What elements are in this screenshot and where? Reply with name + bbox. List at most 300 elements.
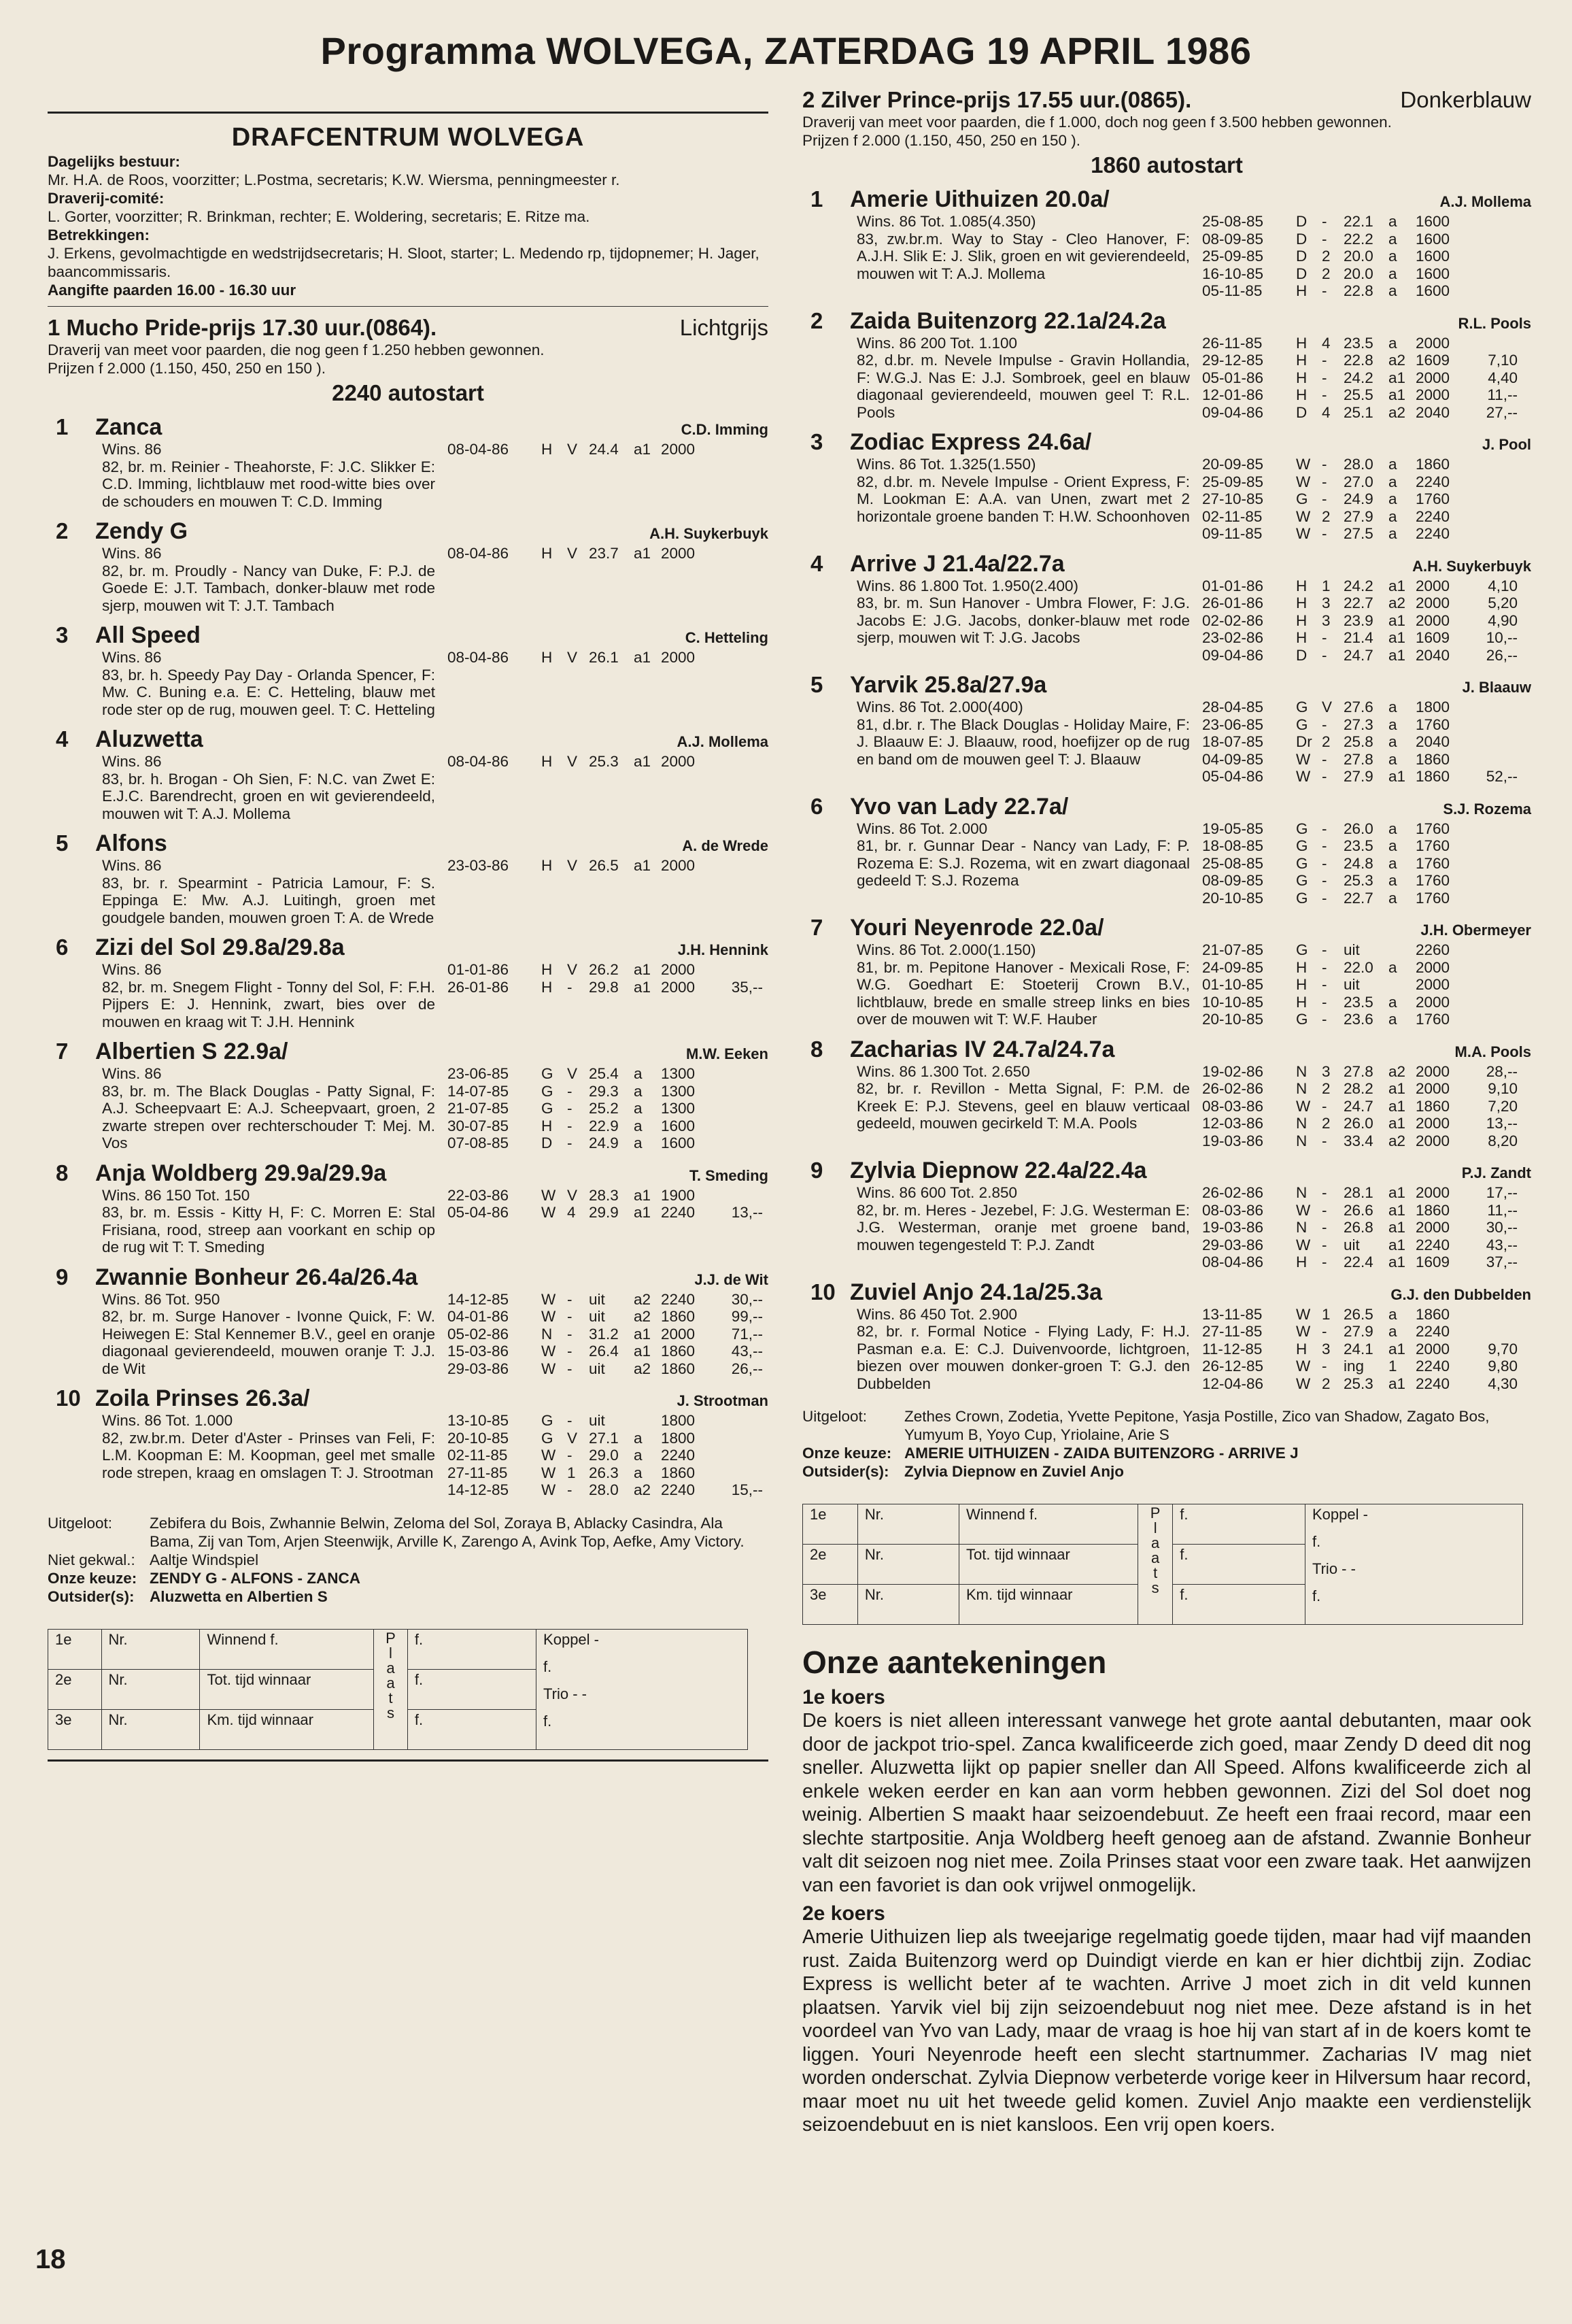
result-cell: 9,70: [1488, 1340, 1518, 1358]
result-cell: 1600: [661, 1134, 696, 1151]
result-cell: -: [567, 1325, 573, 1343]
result-cell: 1: [1322, 577, 1331, 594]
result-cell: [1470, 733, 1518, 751]
result-cell: G: [1296, 698, 1308, 715]
result-row: [1202, 213, 1531, 231]
result-cell: 22.7: [1344, 594, 1373, 611]
result-cell: V: [567, 961, 578, 978]
result-cell: -: [1322, 1219, 1327, 1236]
horse-name: Albertien S 22.9a/: [95, 1039, 288, 1064]
result-cell: G: [1296, 837, 1308, 854]
result-cell: [1470, 872, 1518, 890]
result-cell: -: [1322, 1358, 1327, 1375]
result-cell: a: [1388, 1011, 1397, 1028]
result-cell: 01-10-85: [1202, 976, 1264, 993]
horse-entry: [48, 934, 768, 1030]
result-cell: 09-04-86: [1202, 403, 1264, 421]
result-cell: 09-11-85: [1202, 525, 1263, 542]
result-row: [1202, 1306, 1531, 1324]
result-cell: a: [1388, 854, 1397, 872]
horse-description: Wins. 86 200 Tot. 1.100 82, d.br. m. Nevele Impulse - Gravin Hollandia, F: W.G.J. Nas E: J.J. Sombroek, geel en blauw diagonaal gevierendeeld, mouwen geel T: R.L. Pools: [857, 334, 1190, 421]
horse-trainer: J.H. Hennink: [677, 941, 768, 958]
horse-entry: [802, 1158, 1531, 1271]
result-cell: W: [1296, 1305, 1311, 1323]
result-cell: D: [1296, 265, 1308, 282]
result-label: Km. tijd winnaar: [200, 1709, 374, 1749]
result-cell: 8,20: [1488, 1132, 1518, 1149]
horse-description: Wins. 86 Tot. 1.000 82, zw.br.m. Deter d'Aster - Prinses van Feli, F: L.M. Koopman E: M. Koopman, geel met smalle rode strepen, kraag en omslagen T: J. Strootman: [102, 1412, 435, 1481]
result-cell: 1800: [661, 1429, 696, 1447]
result-cell: -: [1322, 1323, 1327, 1340]
result-cell: 08-03-86: [1202, 1201, 1264, 1219]
result-cell: 2240: [661, 1481, 696, 1498]
result-cell: G: [1296, 889, 1308, 907]
horse-trainer: T. Smeding: [689, 1166, 768, 1184]
result-cell: 2: [1322, 1115, 1331, 1132]
result-cell: a1: [634, 1325, 651, 1343]
result-cell: -: [1322, 872, 1327, 889]
horse-name: Zwannie Bonheur 26.4a/26.4a: [95, 1264, 418, 1290]
result-cell: 26-02-86: [1202, 1184, 1264, 1201]
horse-body: [857, 820, 1531, 907]
result-cell: 2000: [661, 545, 696, 562]
result-cell: 20.0: [1344, 265, 1373, 282]
result-cell: 28.0: [1344, 456, 1373, 473]
result-cell: -: [1322, 490, 1327, 507]
result-cell: a: [1388, 230, 1397, 248]
result-cell: 28.0: [589, 1481, 619, 1498]
result-cell: 22.2: [1344, 230, 1373, 248]
result-cell: 27.8: [1344, 1062, 1373, 1080]
result-cell: 2000: [1416, 993, 1450, 1011]
result-cell: V: [567, 857, 578, 874]
result-cell: a1: [1388, 1219, 1406, 1236]
horse-results: [1190, 1063, 1531, 1150]
result-cell: 27.9: [1344, 507, 1373, 525]
result-cell: 22.1: [1344, 213, 1373, 230]
result-cell: 20.0: [1344, 248, 1373, 265]
result-cell: uit: [1344, 941, 1360, 958]
result-cell: 27.1: [589, 1429, 619, 1447]
result-cell: 21-07-85: [1202, 941, 1264, 958]
result-cell: D: [1296, 248, 1308, 265]
result-cell: 25.3: [589, 753, 619, 770]
result-row: [447, 1291, 768, 1309]
horse-entry: [802, 915, 1531, 1028]
result-cell: [715, 1464, 763, 1482]
result-cell: 1760: [1416, 820, 1450, 837]
horse-entry: [802, 308, 1531, 422]
result-cell: Dr: [1296, 733, 1312, 750]
result-cell: 2: [1322, 733, 1331, 750]
horse-number: 10: [56, 1385, 81, 1411]
result-cell: a: [1388, 1305, 1397, 1323]
result-cell: D: [1296, 403, 1308, 421]
result-cell: 2: [1322, 248, 1331, 265]
result-cell: 2000: [661, 753, 696, 770]
result-cell: 21-07-85: [447, 1100, 509, 1117]
plaats-label: P l a a t s: [1138, 1504, 1173, 1625]
horse-header: [48, 518, 768, 545]
result-cell: 26,--: [1486, 646, 1518, 664]
result-cell: 2000: [1416, 958, 1450, 976]
horse-description: Wins. 86 Tot. 2.000 81, br. r. Gunnar Dear - Nancy van Lady, F: P. Rozema E: S.J. Rozema, wit en zwart diagonaal gedeeld T: S.J. Rozema: [857, 820, 1190, 889]
result-cell: [715, 441, 763, 458]
result-cell: 9,10: [1488, 1080, 1518, 1097]
result-cell: 3: [1322, 1340, 1331, 1358]
race-2-title: 2 Zilver Prince-prijs 17.55 uur.(0865).: [802, 87, 1192, 112]
result-cell: 26-12-85: [1202, 1358, 1264, 1375]
result-cell: W: [541, 1464, 556, 1481]
result-row: [1202, 1202, 1531, 1219]
result-cell: 23.7: [589, 545, 619, 562]
result-row: [1202, 231, 1531, 248]
horse-body: [102, 1187, 768, 1256]
result-cell: 24.7: [1344, 646, 1373, 664]
nr-label: Nr.: [857, 1585, 959, 1625]
result-cell: 18-07-85: [1202, 733, 1264, 750]
horse-header: [802, 186, 1531, 213]
result-cell: 29.9: [589, 1204, 619, 1221]
result-cell: 1760: [1416, 837, 1450, 854]
result-cell: a1: [1388, 369, 1406, 386]
horse-number: 7: [56, 1039, 69, 1064]
result-cell: 29-03-86: [447, 1360, 509, 1377]
nr-label: Nr.: [101, 1669, 200, 1709]
result-row: [1202, 647, 1531, 664]
horse-number: 6: [810, 793, 823, 819]
result-cell: 28.3: [589, 1186, 619, 1204]
result-cell: [1388, 941, 1416, 959]
result-cell: [1470, 1323, 1518, 1341]
result-cell: 2000: [1416, 1340, 1450, 1358]
horse-name: Zizi del Sol 29.8a/29.8a: [95, 934, 345, 960]
result-cell: 25-09-85: [1202, 248, 1264, 265]
result-cell: a1: [1388, 1184, 1406, 1201]
horse-header: [48, 1039, 768, 1065]
result-row: [1202, 404, 1531, 422]
result-cell: 2040: [1416, 733, 1450, 750]
result-cell: 05-02-86: [447, 1325, 509, 1343]
result-cell: 2240: [1416, 1358, 1450, 1375]
result-cell: W: [541, 1481, 556, 1498]
notes-section-text: Amerie Uithuizen liep als tweejarige regelmatig goede tijden, maar had vijf maanden rust. Zaida Buitenzorg werd op Duindigt vierde en kan er hier dichtbij zijn. Zodiac Express is wellicht beter af te wachten. Arrive J moet zich in dit veld kunnen plaatsen. Yarvik viel bij zijn seizoendebuut nog niet mee. Deze afstand is in het voordeel van Yvo van Lady, maar de vraag is hoe hij van start af in de koers komt te liggen. Youri Neyenrode heeft een slecht startnummer. Zacharias IV mag niet worden onderschat. Zylvia Diepnow verbeterde vorige keer in Hilversum haar record, maar moet nu uit het tweede gelid komen. Zuviel Anjo maakte een verdienstelijk seizoendebuut en is niet kansloos. Een vrij open koers.: [802, 1926, 1531, 2136]
result-cell: 21.4: [1344, 629, 1373, 646]
result-cell: 24.8: [1344, 854, 1373, 872]
result-cell: H: [1296, 993, 1308, 1011]
result-cell: H: [541, 978, 553, 996]
nr-label: Nr.: [857, 1504, 959, 1545]
koppel-label: Koppel -: [1312, 1506, 1368, 1523]
result-cell: 27.0: [1344, 473, 1373, 490]
horse-body: [857, 456, 1531, 543]
horse-entry: [48, 830, 768, 926]
result-cell: 1760: [1416, 854, 1450, 872]
result-cell: 23.5: [1344, 993, 1373, 1011]
result-cell: -: [1322, 1253, 1327, 1270]
horse-entry: [802, 1279, 1531, 1393]
result-cell: -: [1322, 1132, 1327, 1149]
result-cell: 2000: [1416, 577, 1450, 594]
horse-trainer: P.J. Zandt: [1461, 1164, 1531, 1181]
result-cell: V: [567, 545, 578, 562]
result-label: Winnend f.: [200, 1629, 374, 1669]
result-cell: a: [1388, 872, 1397, 889]
result-cell: 5,20: [1488, 594, 1518, 611]
result-cell: a: [1388, 993, 1397, 1011]
result-cell: 18-08-85: [1202, 837, 1264, 854]
result-cell: 1300: [661, 1100, 696, 1117]
result-row: [1202, 265, 1531, 283]
koppel-f: f.: [1312, 1533, 1321, 1550]
horse-entry: [48, 726, 768, 822]
result-cell: H: [541, 857, 553, 874]
result-cell: W: [541, 1204, 556, 1221]
result-row: [1202, 1184, 1531, 1202]
footer-key: Outsider(s):: [48, 1587, 135, 1605]
result-cell: a1: [634, 978, 651, 996]
result-cell: 27.9: [1344, 768, 1373, 785]
result-cell: a1: [634, 753, 651, 770]
club-label: Betrekkingen:: [48, 226, 150, 243]
result-cell: V: [567, 753, 578, 770]
result-cell: G: [1296, 715, 1308, 733]
horse-number: 6: [56, 934, 69, 960]
result-cell: [1470, 473, 1518, 491]
result-row: [1202, 1098, 1531, 1115]
result-cell: W: [1296, 1097, 1311, 1115]
result-row: [1202, 456, 1531, 473]
horse-name: All Speed: [95, 622, 201, 648]
result-cell: uit: [589, 1308, 605, 1325]
result-cell: a: [634, 1134, 643, 1151]
horse-description: Wins. 86 450 Tot. 2.900 82, br. r. Formal Notice - Flying Lady, F: H.J. Pasman e.a. E: C.J. Duivenvoorde, lichtgroen, biezen over mouwen donker-groen T: G.J. den Dubbelden: [857, 1305, 1190, 1392]
left-column: [48, 109, 768, 1762]
horse-number: 9: [810, 1158, 823, 1183]
result-cell: 19-03-86: [1202, 1132, 1264, 1149]
result-cell: a1: [1388, 1201, 1406, 1219]
result-row: [1202, 959, 1531, 977]
result-cell: 23-06-85: [447, 1065, 509, 1082]
result-cell: 25-08-85: [1202, 854, 1264, 872]
footer-key: Outsider(s):: [802, 1463, 889, 1480]
result-row: [1202, 369, 1531, 387]
result-cell: W: [541, 1447, 556, 1464]
result-cell: 26.5: [1344, 1305, 1373, 1323]
trio-f: f.: [543, 1712, 552, 1730]
result-cell: 1609: [1416, 1253, 1450, 1270]
result-cell: a: [1388, 1323, 1397, 1340]
result-cell: 25.3: [1344, 1375, 1373, 1392]
result-cell: H: [541, 649, 553, 666]
notes-heading: Onze aantekeningen: [802, 1645, 1107, 1680]
result-cell: 2000: [661, 649, 696, 666]
result-cell: a: [1388, 456, 1397, 473]
result-cell: a: [1388, 507, 1397, 525]
horse-description: Wins. 86 1.300 Tot. 2.650 82, br. r. Revillon - Metta Signal, F: P.M. de Kreek E: P.J. Stevens, geel en blauw verticaal gedeeld, mouwen gecirkeld T: M.A. Pools: [857, 1062, 1190, 1132]
result-cell: 22.0: [1344, 958, 1373, 976]
result-cell: 02-11-85: [447, 1447, 508, 1464]
result-row: [447, 1117, 768, 1135]
club-label: Dagelijks bestuur:: [48, 153, 181, 170]
result-cell: 1760: [1416, 715, 1450, 733]
result-cell: [715, 1117, 763, 1135]
footer-key: Onze keuze:: [802, 1445, 892, 1462]
result-cell: -: [1322, 976, 1327, 993]
result-cell: 7,20: [1488, 1097, 1518, 1115]
result-cell: 2000: [1416, 594, 1450, 611]
result-row: [1202, 1253, 1531, 1271]
result-cell: 14-12-85: [447, 1481, 509, 1498]
result-cell: G: [1296, 1011, 1308, 1028]
result-label: Winnend f.: [959, 1504, 1138, 1545]
horse-number: 2: [56, 518, 69, 543]
horse-description: Wins. 86 Tot. 1.085(4.350) 83, zw.br.m. Way to Stay - Cleo Hanover, F: A.J.H. Slik E: J. Slik, groen en wit gevierendeeld, mouwen wit T: A.J. Mollema: [857, 213, 1190, 282]
result-row: [1202, 1358, 1531, 1375]
result-cell: [1470, 1011, 1518, 1028]
result-cell: 26.8: [1344, 1219, 1373, 1236]
result-cell: 10,--: [1486, 629, 1518, 646]
result-cell: 12-01-86: [1202, 386, 1264, 403]
result-cell: a1: [1388, 577, 1406, 594]
horse-trainer: J. Blaauw: [1462, 679, 1531, 696]
result-cell: G: [541, 1065, 553, 1082]
result-cell: a2: [1388, 1062, 1406, 1080]
horse-name: Zuviel Anjo 24.1a/25.3a: [850, 1279, 1103, 1305]
horse-header: [802, 672, 1531, 698]
result-grid: [802, 1504, 1523, 1625]
result-cell: H: [541, 441, 553, 458]
result-cell: 1600: [1416, 265, 1450, 282]
horse-results: [1190, 1184, 1531, 1271]
right-column: [802, 87, 1531, 2137]
result-cell: -: [567, 1308, 573, 1325]
result-cell: G: [541, 1412, 553, 1429]
result-cell: [1470, 716, 1518, 734]
result-cell: [715, 1447, 763, 1464]
result-cell: D: [541, 1134, 553, 1151]
horse-entry: [802, 672, 1531, 786]
result-cell: 1760: [1416, 1011, 1450, 1028]
result-cell: [1470, 525, 1518, 543]
race-1-distance: 2240 autostart: [332, 380, 484, 405]
result-cell: a1: [1388, 1340, 1406, 1358]
result-row: [1202, 335, 1531, 352]
result-cell: a2: [1388, 1132, 1406, 1149]
result-cell: 1800: [661, 1412, 696, 1429]
horse-body: [857, 1063, 1531, 1150]
result-cell: W: [1296, 1358, 1311, 1375]
horse-results: [435, 1187, 768, 1256]
horse-description: Wins. 86 83, br. h. Speedy Pay Day - Orlanda Spencer, F: Mw. C. Buning e.a. E: C. Hetteling, blauw met rode ster op de rug, mouwen geel. T: C. Hetteling: [102, 649, 435, 718]
result-cell: 04-01-86: [447, 1308, 509, 1325]
result-row: [447, 1447, 768, 1464]
result-cell: 2240: [1416, 1323, 1450, 1340]
result-cell: a: [1388, 248, 1397, 265]
result-cell: 26-02-86: [1202, 1080, 1264, 1097]
horse-description: Wins. 86 83, br. h. Brogan - Oh Sien, F: N.C. van Zwet E: E.J.C. Barendrecht, groen en wit gevierendeeld, mouwen wit T: A.J. Mollema: [102, 753, 435, 822]
result-cell: 24.1: [1344, 1340, 1373, 1358]
horse-body: [857, 1306, 1531, 1393]
horse-results: [1190, 1306, 1531, 1393]
result-cell: 2000: [1416, 386, 1450, 403]
result-row: [1202, 1011, 1531, 1028]
result-cell: 19-02-86: [1202, 1062, 1264, 1080]
horse-body: [102, 1291, 768, 1378]
result-cell: 4: [1322, 334, 1331, 352]
result-row: [1202, 386, 1531, 404]
horse-number: 4: [56, 726, 69, 752]
place-label: 2e: [48, 1669, 102, 1709]
result-cell: a1: [1388, 1375, 1406, 1392]
result-cell: a1: [634, 857, 651, 874]
result-cell: -: [567, 1481, 573, 1498]
result-label: Km. tijd winnaar: [959, 1585, 1138, 1625]
result-cell: G: [541, 1100, 553, 1117]
result-cell: -: [1322, 213, 1327, 230]
result-row: [447, 857, 768, 875]
result-cell: 1900: [661, 1186, 696, 1204]
result-cell: 4,10: [1488, 577, 1518, 594]
result-cell: 26.6: [1344, 1201, 1373, 1219]
result-cell: 17,--: [1486, 1184, 1518, 1201]
result-cell: 2000: [661, 857, 696, 874]
horse-trainer: G.J. den Dubbelden: [1390, 1285, 1531, 1303]
result-cell: 24.2: [1344, 577, 1373, 594]
result-cell: -: [567, 1447, 573, 1464]
horse-description: Wins. 86 1.800 Tot. 1.950(2.400) 83, br. m. Sun Hanover - Umbra Flower, F: J.G. Jacobs E: J.G. Jacobs, donker-blauw met rode sjerp, mouwen wit T: J.G. Jacobs: [857, 577, 1190, 646]
horse-results: [435, 1412, 768, 1499]
result-cell: -: [1322, 1011, 1327, 1028]
result-cell: 1600: [1416, 282, 1450, 299]
result-row: [1202, 698, 1531, 716]
horse-body: [102, 753, 768, 822]
nr-label: Nr.: [857, 1545, 959, 1585]
result-cell: a1: [634, 1204, 651, 1221]
horse-body: [102, 545, 768, 614]
result-row: [1202, 577, 1531, 595]
plaats-label: P l a a t s: [374, 1629, 408, 1749]
result-cell: G: [1296, 941, 1308, 958]
result-cell: 3: [1322, 611, 1331, 629]
result-row: [447, 1187, 768, 1205]
horse-header: [48, 726, 768, 753]
result-cell: 1609: [1416, 629, 1450, 646]
horse-number: 1: [810, 186, 823, 212]
result-cell: 1860: [1416, 1305, 1450, 1323]
result-cell: 2240: [661, 1204, 696, 1221]
result-cell: 33.4: [1344, 1132, 1373, 1149]
result-cell: 2: [1322, 1375, 1331, 1392]
result-cell: 27-10-85: [1202, 490, 1264, 507]
result-cell: [1470, 698, 1518, 716]
result-cell: 12-03-86: [1202, 1115, 1264, 1132]
result-cell: a2: [634, 1481, 651, 1498]
result-cell: 02-02-86: [1202, 611, 1264, 629]
horse-header: [802, 794, 1531, 820]
horse-results: [435, 441, 768, 510]
horse-number: 8: [56, 1160, 69, 1185]
result-cell: 08-04-86: [1202, 1253, 1264, 1270]
horse-number: 8: [810, 1036, 823, 1062]
result-cell: -: [567, 1117, 573, 1134]
horse-header: [802, 308, 1531, 335]
horse-header: [802, 1158, 1531, 1184]
result-cell: 43,--: [1486, 1236, 1518, 1253]
result-cell: -: [567, 978, 573, 996]
result-cell: 28.1: [1344, 1184, 1373, 1201]
result-cell: 1600: [1416, 230, 1450, 248]
